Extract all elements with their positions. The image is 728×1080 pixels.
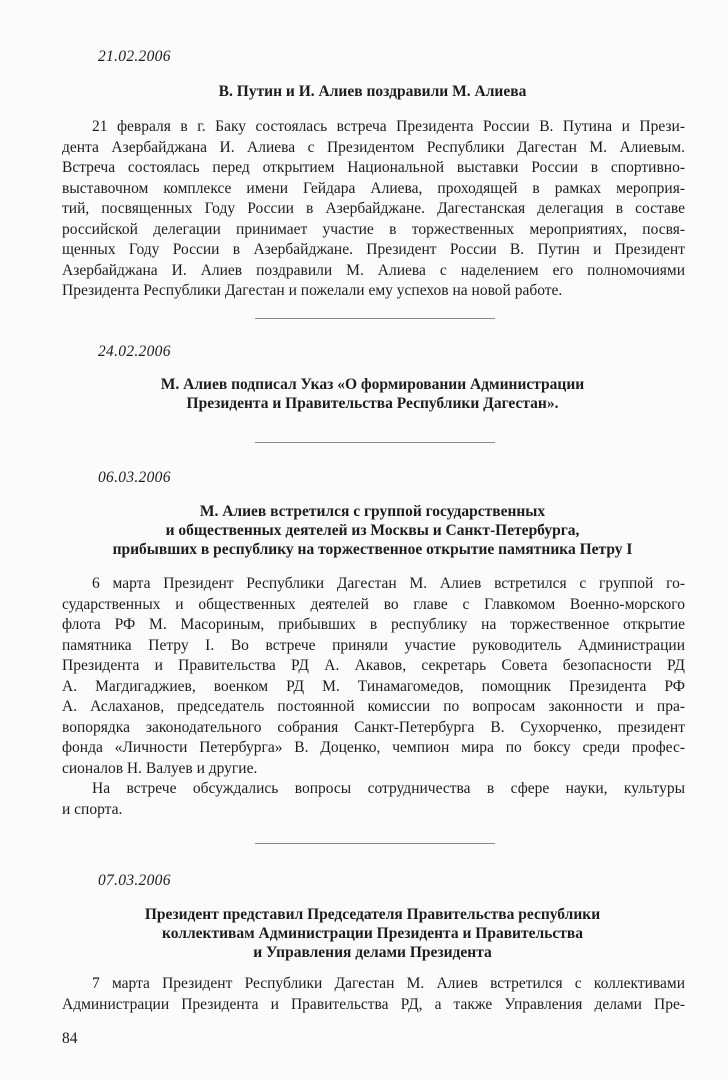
text-line: 6 марта Президент Республики Дагестан М. Алиев встретился с группой го-: [92, 575, 685, 592]
text-line: Азербайджана И. Алиев поздравили М. Алиева с наделением его полномочиями: [62, 261, 685, 279]
entry-body: [62, 974, 685, 1015]
entry-date: 24.02.2006: [98, 343, 171, 360]
text-line: 21 февраля в г. Баку состоялась встреча Президента России В. Путина и Прези-: [92, 118, 685, 135]
text-line: и спорта.: [62, 800, 123, 818]
text-line: выставочном комплексе имени Гейдара Алиева, проходящей в рамках мероприя-: [62, 179, 685, 197]
text-line: российской делегации принимает участие в торжественных мероприятиях, посвя-: [62, 220, 685, 238]
text-line: флота РФ М. Масориным, прибывших в республику на торжественное открытие: [62, 616, 685, 633]
text-line: На встрече обсуждались вопросы сотрудничества в сфере науки, культуры: [92, 780, 685, 797]
text-line: вопорядка законодательного собрания Санкт-Петербурга В. Сухорченко, президент: [62, 718, 685, 736]
text-line: Президента и Правительства РД А. Акавов, секретарь Совета безопасности РД: [62, 657, 685, 674]
text-line: сионалов Н. Валуев и другие.: [62, 759, 258, 777]
title-line: коллективам Администрации Президента и Правительства: [161, 925, 583, 942]
text-line: Встреча состоялась перед открытием Национальной выставки России в спортивно-: [62, 159, 685, 176]
text-line: памятника Петру I. Во встрече приняли участие руководитель Администрации: [62, 636, 685, 654]
section-divider: [255, 442, 495, 443]
entry-title: [60, 82, 685, 101]
section-divider: [255, 843, 495, 844]
title-line: М. Алиев подписал Указ «О формировании Администрации: [160, 376, 585, 393]
section-divider: [255, 318, 495, 319]
title-line: В. Путин и И. Алиев поздравили М. Алиева: [218, 83, 527, 100]
text-line: щенных Году России в Азербайджане. Президент России В. Путин и Президент: [62, 241, 685, 258]
entry-body: [62, 574, 685, 820]
text-line: дента Азербайджана И. Алиева с Президентом Республики Дагестан М. Алиевым.: [62, 138, 685, 156]
entry-title: [60, 375, 685, 413]
title-line: и Управления делами Президента: [253, 944, 492, 961]
entry-date: 07.03.2006: [98, 872, 171, 889]
text-line: сударственных и общественных деятелей во главе с Главкомом Военно-морского: [62, 595, 685, 613]
text-line: А. Магдигаджиев, военком РД М. Тинамагомедов, помощник Президента РФ: [62, 677, 685, 695]
entry-title: [60, 905, 685, 962]
entry-body: [62, 117, 685, 302]
text-line: Администрации Президента и Правительства РД, а также Управления делами Пре-: [62, 995, 685, 1013]
title-line: прибывших в республику на торжественное открытие памятника Петру I: [112, 541, 633, 558]
entry-date: 06.03.2006: [98, 469, 171, 486]
text-line: 7 марта Президент Республики Дагестан М. Алиев встретился с коллективами: [92, 975, 685, 992]
title-line: и общественных деятелей из Москвы и Санкт-Петербурга,: [165, 522, 580, 539]
title-line: Президент представил Председателя Правительства республики: [144, 906, 601, 923]
entry-title: [60, 502, 685, 559]
title-line: Президента и Правительства Республики Дагестан».: [186, 395, 559, 412]
title-line: М. Алиев встретился с группой государственных: [199, 503, 546, 520]
text-line: Президента Республики Дагестан и пожелали ему успехов на новой работе.: [62, 282, 563, 299]
text-line: фонда «Личности Петербурга» В. Доценко, чемпион мира по боксу среди профес-: [62, 739, 685, 756]
entry-date: 21.02.2006: [98, 48, 171, 65]
page-number: 84: [62, 1030, 78, 1047]
text-line: А. Аслаханов, председатель постоянной комиссии по вопросам законности и пра-: [62, 698, 685, 715]
text-line: тий, посвященных Году России в Азербайджане. Дагестанская делегация в составе: [62, 200, 685, 217]
